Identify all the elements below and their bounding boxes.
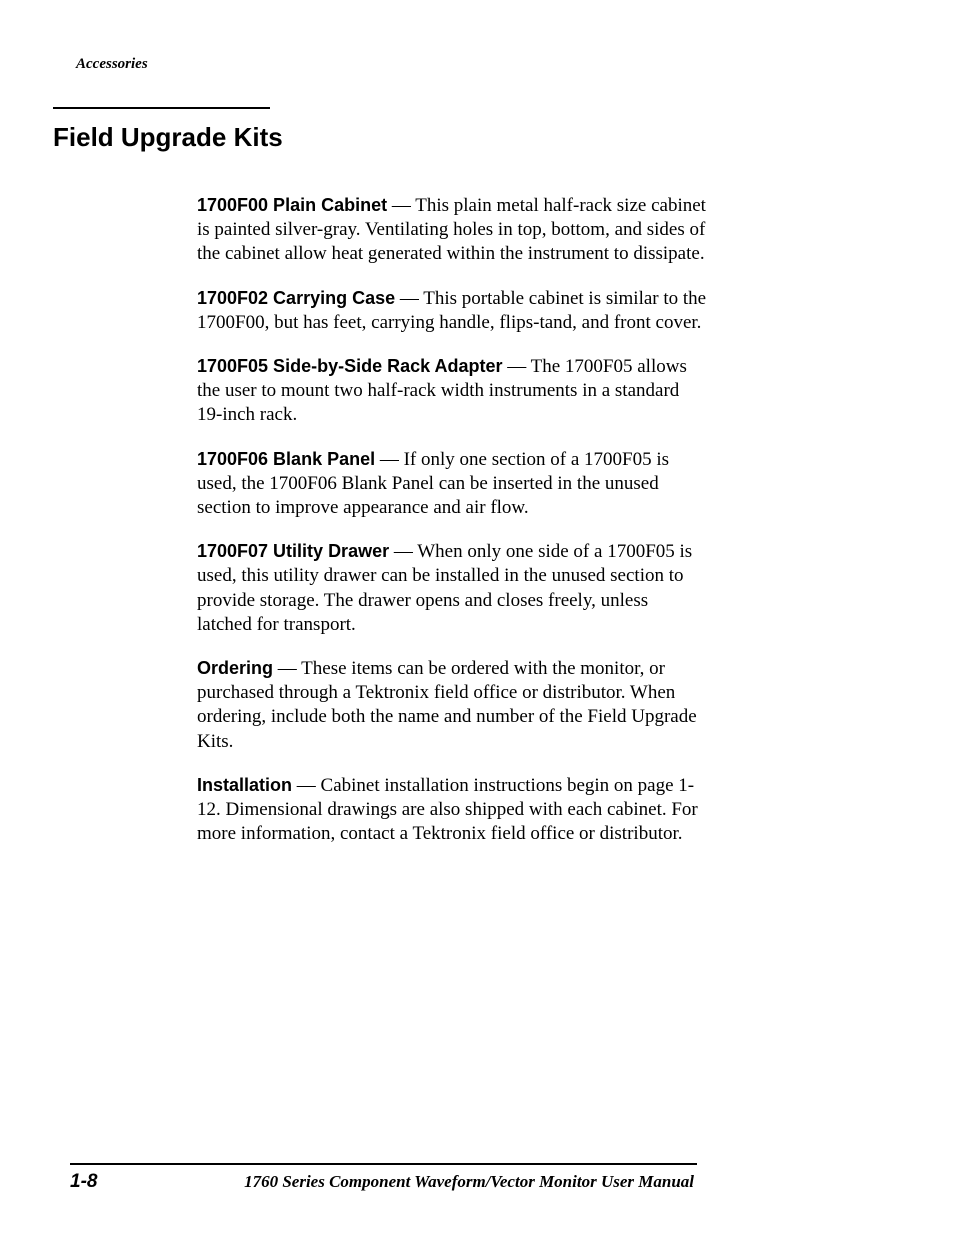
paragraph-utility-drawer (197, 539, 707, 637)
description-blank-panel: — If only one section of a 1700F05 is used, the 1700F06 Blank Panel can be inserted in the unused section to improve appearance and air flow. (197, 448, 670, 519)
manual-title: 1760 Series Component Waveform/Vector Monitor User Manual (244, 1172, 694, 1191)
description-installation: — Cabinet installation instructions begin on page 1-12. Dimensional drawings are also shipped with each cabinet. For more information, contact a Tektronix field office or distributor. (197, 774, 698, 845)
description-carrying-case: — This portable cabinet is similar to the 1700F00, but has feet, carrying handle, flips-tand, and front cover. (197, 287, 707, 333)
description-rack-adapter: — The 1700F05 allows the user to mount two half-rack width instruments in a standard 19-inch rack. (197, 356, 687, 426)
description-plain-cabinet: — This plain metal half-rack size cabinet is painted silver-gray. Ventilating holes in top, bottom, and sides of the cabinet allow heat generated within the instrument to dissipate. (197, 195, 706, 265)
paragraph-installation (197, 773, 707, 847)
term-ordering: Ordering (197, 658, 274, 679)
description-ordering: — These items can be ordered with the monitor, or purchased through a Tektronix field office or distributor. When ordering, include both the name and number of the Field Upgrade Kits. (197, 658, 697, 752)
description-utility-drawer: — When only one side of a 1700F05 is used, this utility drawer can be installed in the unused section to provide storage. The drawer opens and closes freely, unless latched for transport. (197, 541, 693, 635)
term-plain-cabinet: 1700F00 Plain Cabinet (197, 195, 388, 215)
paragraph-plain-cabinet (197, 193, 707, 267)
page-number: 1-8 (70, 1171, 98, 1192)
term-installation: Installation (197, 774, 293, 795)
paragraph-blank-panel (197, 447, 707, 521)
term-rack-adapter: 1700F05 Side-by-Side Rack Adapter (197, 356, 503, 377)
footer-rule (70, 1163, 697, 1165)
term-blank-panel: 1700F06 Blank Panel (197, 448, 376, 469)
term-carrying-case: 1700F02 Carrying Case (197, 287, 396, 308)
paragraph-rack-adapter (197, 354, 707, 428)
paragraph-carrying-case (197, 286, 707, 335)
header-rule (53, 107, 270, 109)
body-text (197, 193, 707, 865)
paragraph-ordering (197, 656, 707, 754)
term-utility-drawer: 1700F07 Utility Drawer (197, 541, 390, 562)
running-head: Accessories (76, 56, 148, 72)
section-title: Field Upgrade Kits (53, 122, 283, 152)
